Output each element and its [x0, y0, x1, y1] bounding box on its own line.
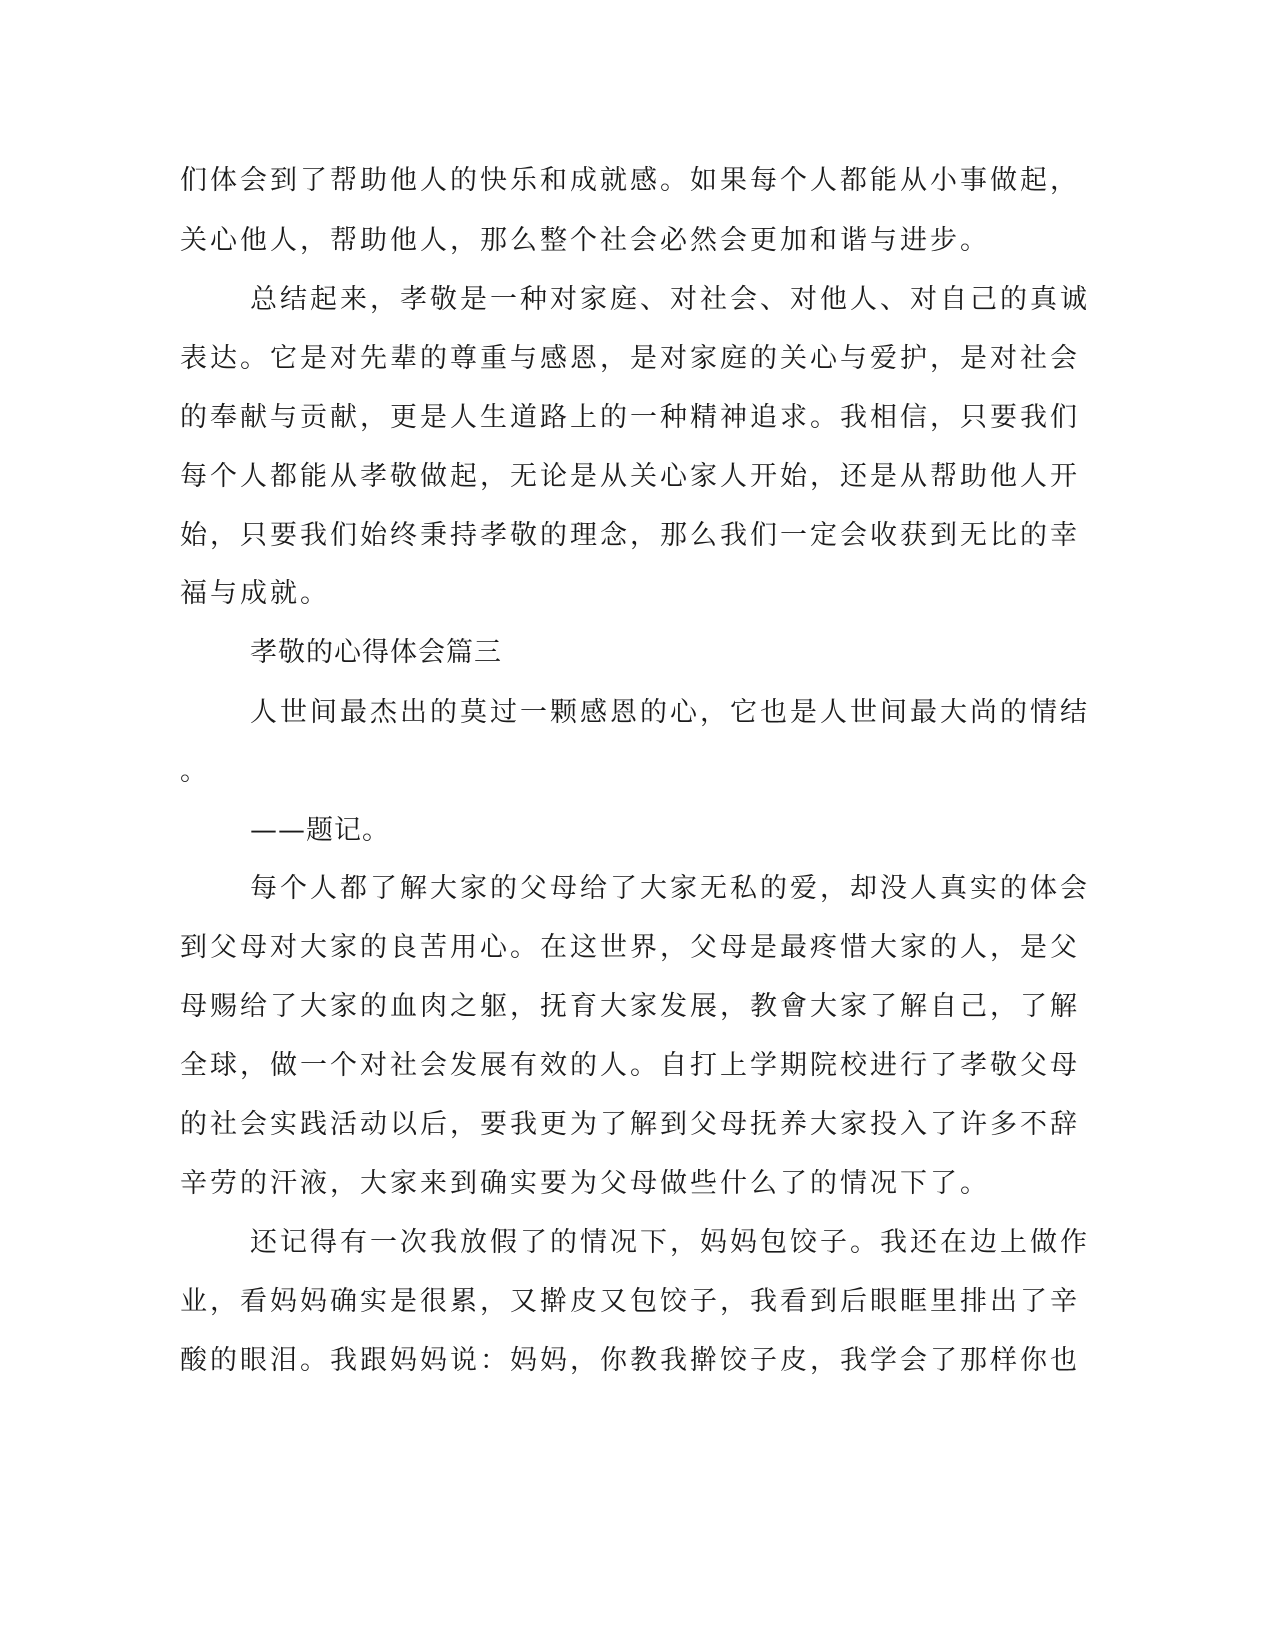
- epigraph-attribution: ——题记。: [250, 815, 390, 846]
- text-line: 业，看妈妈确实是很累，又擀皮又包饺子，我看到后眼眶里排出了辛: [180, 1286, 1080, 1317]
- text-line: 还记得有一次我放假了的情况下，妈妈包饺子。我还在边上做作: [250, 1227, 1090, 1258]
- text-line: 的社会实践活动以后，要我更为了解到父母抚养大家投入了许多不辞: [180, 1109, 1080, 1140]
- text-line: 酸的眼泪。我跟妈妈说：妈妈，你教我擀饺子皮，我学会了那样你也: [180, 1345, 1080, 1376]
- text-line: 总结起来，孝敬是一种对家庭、对社会、对他人、对自己的真诚: [250, 284, 1090, 315]
- text-line: 。: [180, 756, 210, 787]
- text-line: 辛劳的汗液，大家来到确实要为父母做些什么了的情况下了。: [180, 1168, 990, 1199]
- text-line: 关心他人，帮助他人，那么整个社会必然会更加和谐与进步。: [180, 225, 990, 256]
- text-line: 们体会到了帮助他人的快乐和成就感。如果每个人都能从小事做起，: [180, 165, 1080, 196]
- text-line: 的奉献与贡献，更是人生道路上的一种精神追求。我相信，只要我们: [180, 402, 1080, 433]
- text-line: 每个人都能从孝敬做起，无论是从关心家人开始，还是从帮助他人开: [180, 461, 1080, 492]
- text-line: 人世间最杰出的莫过一颗感恩的心，它也是人世间最大尚的情结: [250, 697, 1090, 728]
- text-line: 到父母对大家的良苦用心。在这世界，父母是最疼惜大家的人，是父: [180, 932, 1080, 963]
- text-line: 全球，做一个对社会发展有效的人。自打上学期院校进行了孝敬父母: [180, 1050, 1080, 1081]
- section-heading: 孝敬的心得体会篇三: [250, 637, 502, 668]
- text-line: 每个人都了解大家的父母给了大家无私的爱，却没人真实的体会: [250, 873, 1090, 904]
- text-line: 表达。它是对先辈的尊重与感恩，是对家庭的关心与爱护，是对社会: [180, 343, 1080, 374]
- text-line: 福与成就。: [180, 578, 330, 609]
- text-line: 始，只要我们始终秉持孝敬的理念，那么我们一定会收获到无比的幸: [180, 520, 1080, 551]
- text-line: 母赐给了大家的血肉之躯，抚育大家发展，教會大家了解自己，了解: [180, 991, 1080, 1022]
